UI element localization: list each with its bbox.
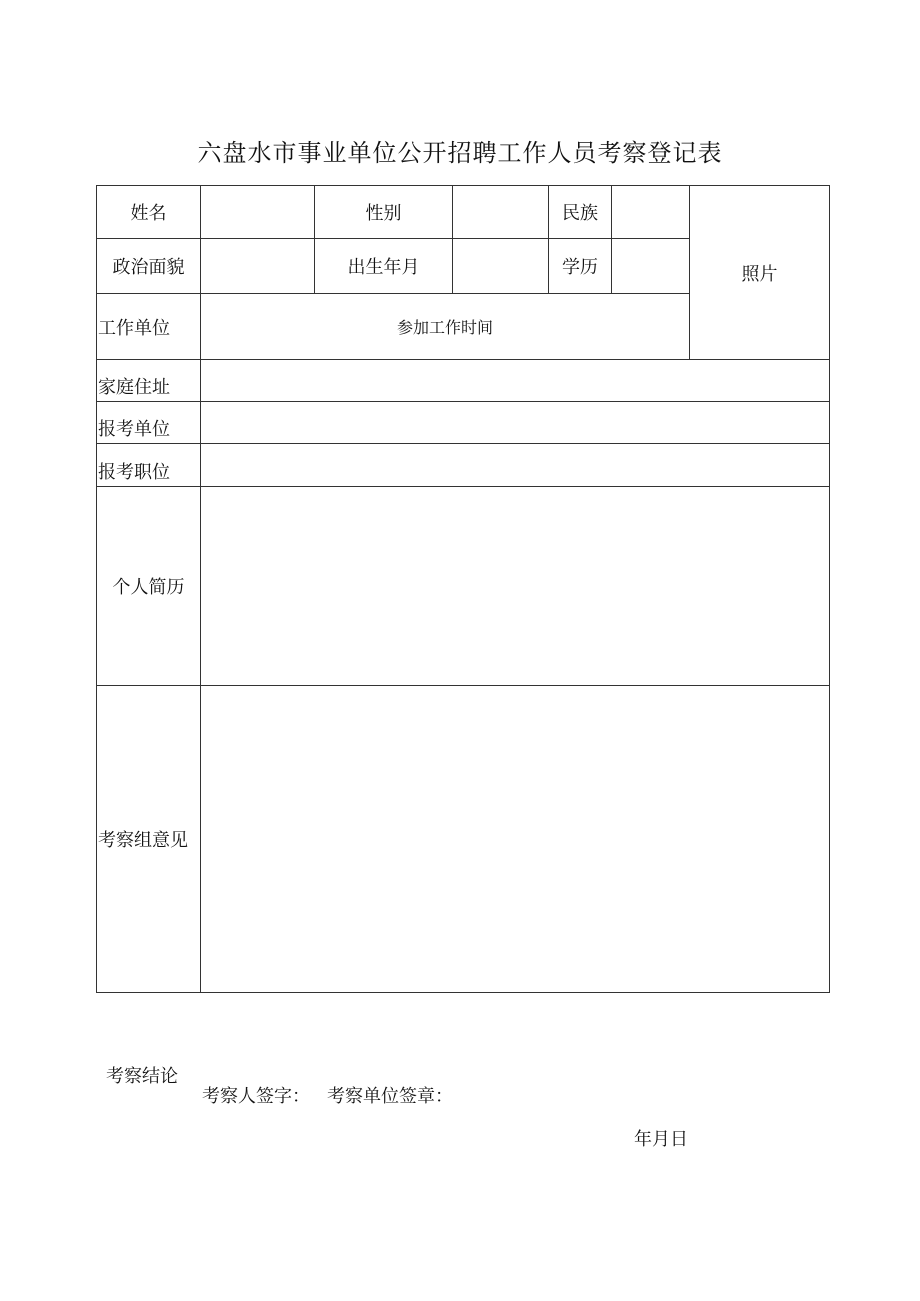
birth-date-label: 出生年月 — [315, 239, 453, 294]
home-address-field[interactable] — [201, 360, 830, 402]
gender-label: 性别 — [315, 186, 453, 239]
resume-label: 个人简历 — [97, 487, 201, 686]
applied-unit-label: 报考单位 — [97, 402, 201, 444]
applied-position-label: 报考职位 — [97, 444, 201, 487]
work-unit-field[interactable] — [201, 294, 690, 360]
political-status-field[interactable] — [201, 239, 315, 294]
inspection-opinion-label: 考察组意见 — [97, 686, 201, 993]
photo-label: 照片 — [741, 263, 778, 285]
name-field[interactable] — [201, 186, 315, 239]
education-field[interactable] — [612, 239, 690, 294]
resume-field[interactable] — [201, 487, 830, 686]
date-label: 年月日 — [634, 1129, 688, 1150]
work-unit-label: 工作单位 — [97, 294, 201, 360]
home-address-label: 家庭住址 — [97, 360, 201, 402]
education-label: 学历 — [549, 239, 612, 294]
conclusion-label: 考察结论 — [106, 1066, 178, 1087]
political-status-label: 政治面貌 — [97, 239, 201, 294]
name-label: 姓名 — [97, 186, 201, 239]
registration-form-table — [96, 185, 830, 993]
ethnicity-label: 民族 — [549, 186, 612, 239]
page-title: 六盘水市事业单位公开招聘工作人员考察登记表 — [197, 139, 723, 167]
unit-seal-label: 考察单位签章： — [327, 1086, 453, 1107]
inspector-signature-label: 考察人签字： — [202, 1086, 310, 1107]
ethnicity-field[interactable] — [612, 186, 690, 239]
inspection-opinion-field[interactable] — [201, 686, 830, 993]
work-start-label: 参加工作时间 — [396, 318, 493, 337]
birth-date-field[interactable] — [453, 239, 549, 294]
photo-cell[interactable] — [690, 186, 830, 360]
applied-position-field[interactable] — [201, 444, 830, 487]
gender-field[interactable] — [453, 186, 549, 239]
applied-unit-field[interactable] — [201, 402, 830, 444]
